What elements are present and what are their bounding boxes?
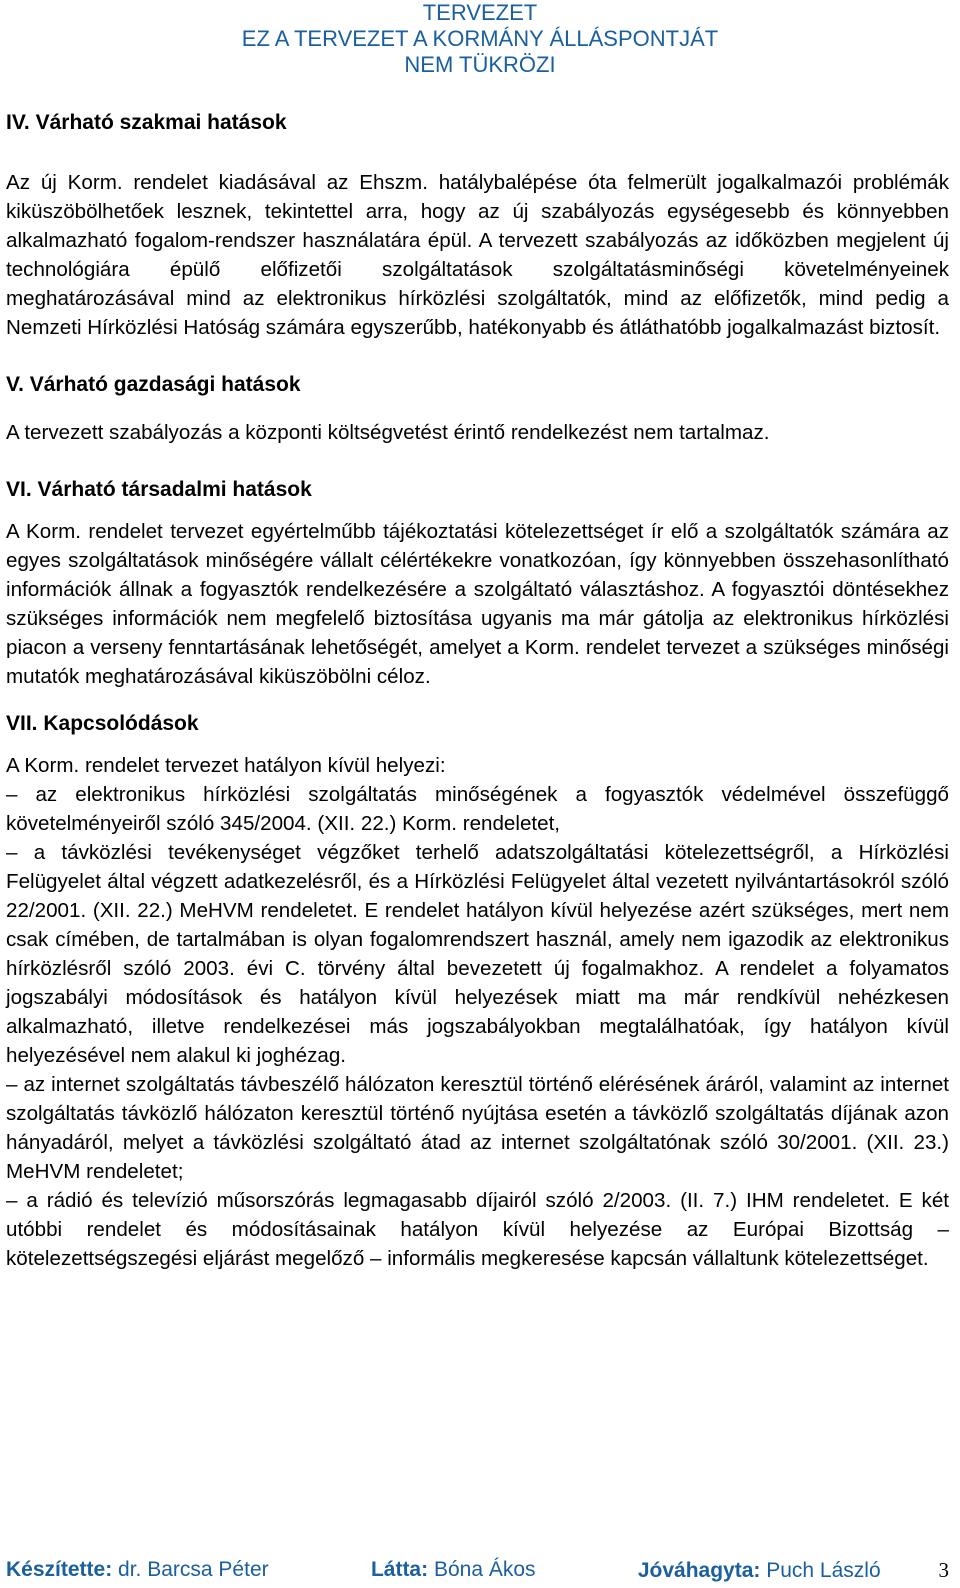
- repealed-item-4: – a rádió és televízió műsorszórás legmagasabb díjairól szóló 2/2003. (II. 7.) IHM rendeletet. E két utóbbi rendelet és módosításainak hatályon kívül helyezése az Európai Bizottság – kötelezettségszegési eljárást megelőző – informális megkeresése kapcsán vállaltunk kötelezettséget.: [6, 1189, 949, 1270]
- repealed-item-2: – a távközlési tevékenységet végzőket terhelő adatszolgáltatási kötelezettségről, a Hírközlési Felügyelet által végzett adatkezelésről, és a Hírközlési Felügyelet által vezetett nyilvántartásokról szóló 22/2001. (XII. 22.) MeHVM rendeletet. E rendelet hatályon kívül helyezése azért szükséges, mert nem csak címében, de tartalmában is olyan fogalomrendszert használ, amely nem igazodik az elektronikus hírközlésről szóló 2003. évi C. törvény által bevezetett új fogalmakhoz. A rendelet a folyamatos jogszabályi módosítások és hatályon kívül helyezések miatt ma már rendkívül nehézkesen alkalmazható, illetve rendelkezései más jogszabályokban megtalálhatóak, így hatályon kívül helyezésével nem alakul ki joghézag.: [6, 841, 949, 1067]
- section-vi-heading: VI. Várható társadalmi hatások: [6, 478, 312, 501]
- page-number: 3: [938, 1558, 949, 1582]
- section-vii-heading: VII. Kapcsolódások: [6, 712, 199, 735]
- prepared-by-value: dr. Barcsa Péter: [118, 1558, 269, 1581]
- section-iv-paragraph: Az új Korm. rendelet kiadásával az Ehszm. hatálybalépése óta felmerült jogalkalmazói problémák kiküszöbölhetőek lesznek, tekintettel arra, hogy az új szabályozás egységesebb és könnyebben alkalmazható fogalom-rendszer használatára épül. A tervezett szabályozás az időközben megjelent új technológiára épülő előfizetői szolgáltatások szolgáltatásminőségi követelményeinek meghatározásával mind az elektronikus hírközlési szolgáltatók, mind az előfizetők, mind pedig a Nemzeti Hírközlési Hatóság számára egyszerűbb, hatékonyabb és átláthatóbb jogalkalmazást biztosít.: [6, 171, 949, 339]
- prepared-by: [6, 1557, 269, 1584]
- seen-by-value: Bóna Ákos: [433, 1558, 536, 1581]
- watermark-line-1: TERVEZET: [422, 0, 538, 25]
- section-iv-heading: IV. Várható szakmai hatások: [6, 111, 287, 134]
- page-footer: [6, 1557, 949, 1584]
- prepared-by-label: Készítette:: [6, 1558, 113, 1581]
- repealed-item-1: – az elektronikus hírközlési szolgáltatás minőségének a fogyasztók védelmével összefüggő követelményeiről szóló 345/2004. (XII. 22.) Korm. rendeletet,: [6, 783, 949, 835]
- seen-by: [371, 1557, 536, 1584]
- watermark-line-2: EZ A TERVEZET A KORMÁNY ÁLLÁSPONTJÁT: [241, 26, 719, 51]
- seen-by-label: Látta:: [370, 1558, 429, 1581]
- watermark-line-3: NEM TÜKRÖZI: [404, 52, 556, 77]
- document-body: [6, 108, 949, 1273]
- section-vii-intro: A Korm. rendelet tervezet hatályon kívül helyezi:: [6, 754, 446, 777]
- approved-by: [638, 1557, 949, 1584]
- section-v-paragraph: A tervezett szabályozás a központi költségvetést érintő rendelkezést nem tartalmaz.: [6, 421, 770, 444]
- approved-by-value: Puch László: [766, 1559, 881, 1582]
- repealed-item-3: – az internet szolgáltatás távbeszélő hálózaton keresztül történő elérésének áráról, valamint az internet szolgáltatás távközlő hálózaton keresztül történő nyújtása esetén a távközlő szolgáltatás díjának azon hányadáról, melyet a távközlési szolgáltató átad az internet szolgáltatónak szóló 30/2001. (XII. 23.) MeHVM rendeletet;: [6, 1073, 949, 1183]
- section-vi-paragraph: A Korm. rendelet tervezet egyértelműbb tájékoztatási kötelezettséget ír elő a szolgáltatók számára az egyes szolgáltatások minőségére vállalt célértékekre vonatkozóan, így könnyebben összehasonlítható információk állnak a fogyasztók rendelkezésére a szolgáltató választáshoz. A fogyasztói döntésekhez szükséges információk nem megfelelő biztosítása ugyanis ma már gátolja az elektronikus hírközlési piacon a verseny fenntartásának lehetőségét, amelyet a Korm. rendelet tervezet a szükséges minőségi mutatók meghatározásával kiküszöbölni céloz.: [6, 520, 949, 688]
- approved-by-label: Jóváhagyta:: [637, 1559, 761, 1582]
- draft-watermark: [150, 0, 810, 78]
- section-v-heading: V. Várható gazdasági hatások: [6, 373, 301, 396]
